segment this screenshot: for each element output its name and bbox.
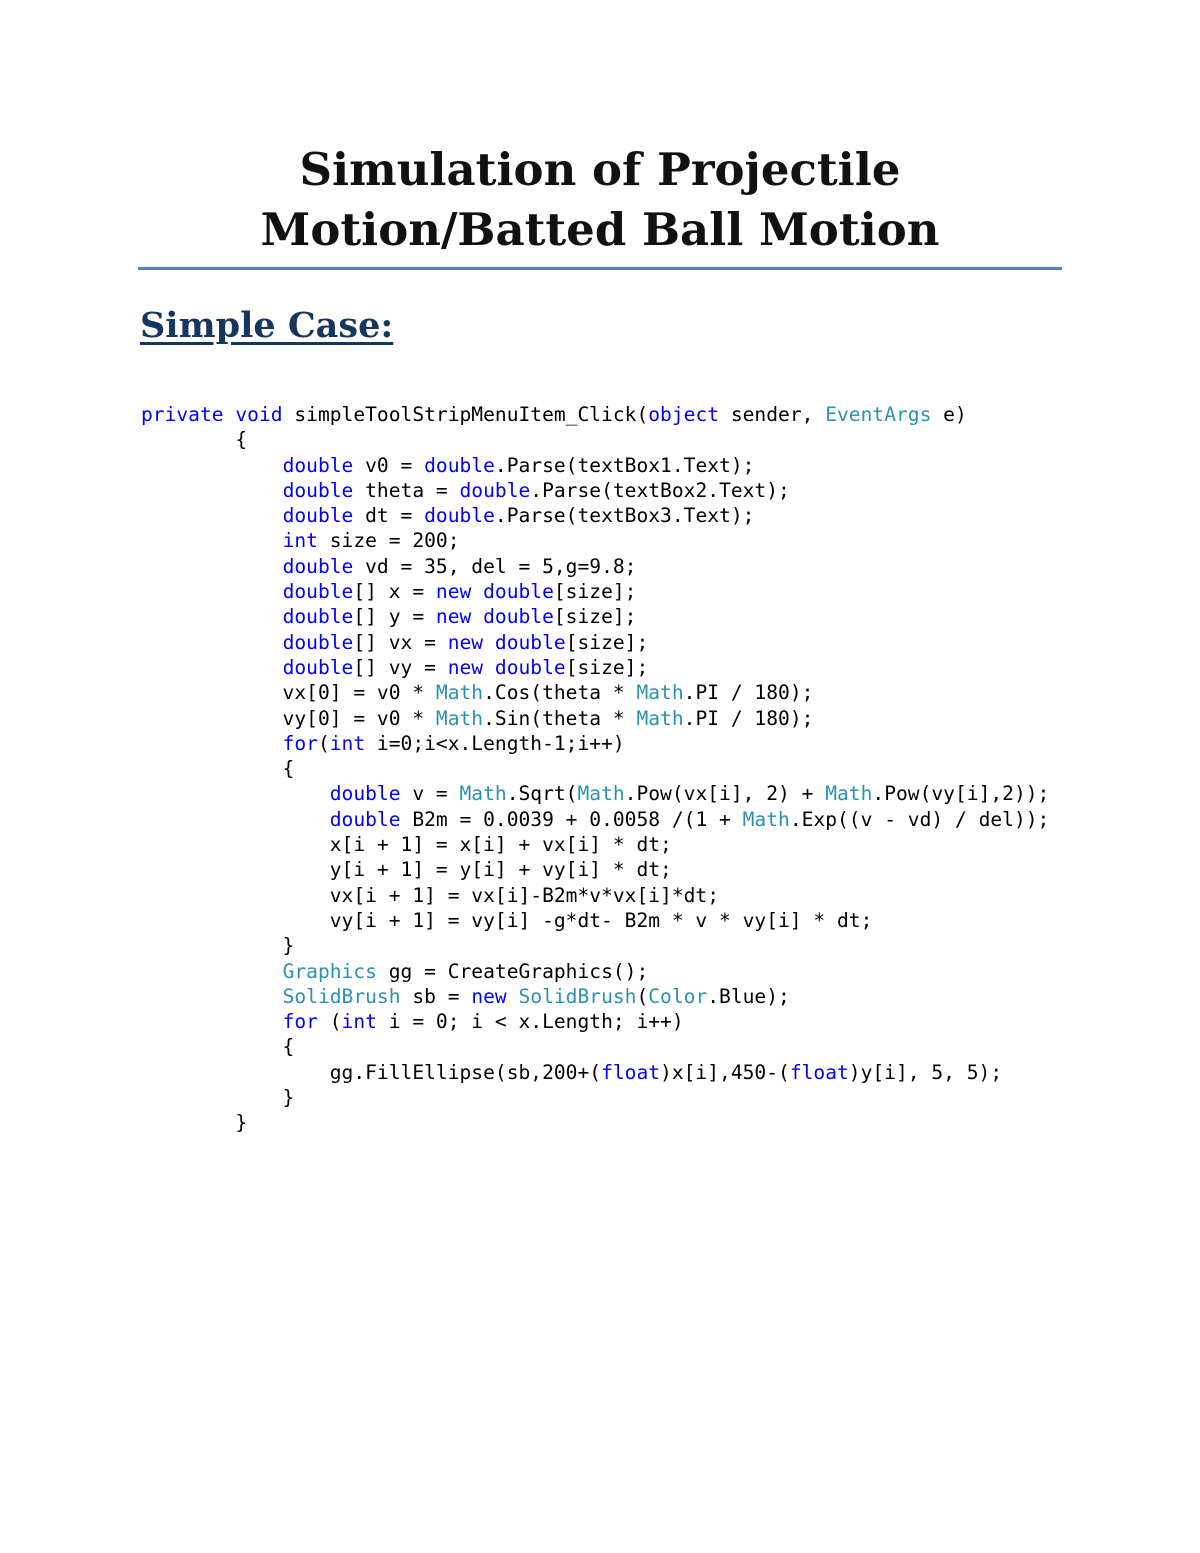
code-keyword: double — [282, 478, 354, 502]
code-line — [141, 756, 1049, 781]
code-line — [141, 453, 1049, 478]
code-text: [size]; — [565, 655, 649, 679]
code-line — [141, 604, 1049, 629]
code-text: .Parse(textBox3.Text); — [494, 504, 755, 528]
code-type: Math — [825, 782, 873, 806]
code-line — [141, 579, 1049, 604]
code-text: gg = CreateGraphics(); — [376, 959, 649, 983]
code-line — [141, 857, 1049, 882]
code-keyword: double — [494, 655, 566, 679]
code-text: vx[0] = v0 * — [141, 681, 436, 705]
code-text: { — [141, 757, 295, 781]
code-text: ( — [636, 984, 649, 1008]
code-keyword: double — [282, 580, 354, 604]
document-title-line-2: Motion/Batted Ball Motion — [260, 203, 940, 256]
code-keyword: double — [282, 504, 354, 528]
code-text: theta = — [353, 478, 460, 502]
code-text — [483, 631, 495, 654]
code-text — [141, 656, 283, 679]
code-text — [141, 782, 330, 805]
code-text: v = — [400, 782, 460, 806]
code-text: gg.FillEllipse(sb,200+( — [141, 1060, 602, 1084]
code-line — [141, 883, 1049, 908]
code-keyword: int — [329, 731, 366, 755]
code-line — [141, 807, 1049, 832]
code-text: )y[i], 5, 5); — [848, 1060, 1003, 1084]
code-line — [141, 503, 1049, 528]
code-type: EventArgs — [825, 403, 932, 426]
code-keyword: double — [282, 605, 354, 629]
code-keyword: double — [282, 453, 354, 477]
document-title — [140, 140, 1060, 260]
document-title-line-1: Simulation of Projectile — [299, 143, 901, 196]
code-text: sb = — [400, 984, 472, 1008]
code-text: )x[i],450-( — [660, 1060, 790, 1084]
code-text — [141, 479, 283, 502]
code-text: sender, — [719, 403, 826, 426]
code-line — [141, 554, 1049, 579]
code-keyword: new — [447, 630, 484, 654]
code-text: i = 0; i < x.Length; i++) — [376, 1010, 684, 1034]
code-text: .Sin(theta * — [483, 706, 637, 730]
code-text: [size]; — [553, 605, 637, 629]
code-type: SolidBrush — [518, 984, 637, 1008]
code-type: Math — [636, 706, 684, 730]
code-text: size = 200; — [317, 529, 460, 553]
code-block — [141, 402, 1049, 1136]
code-line — [141, 984, 1049, 1009]
code-text: .Parse(textBox2.Text); — [530, 478, 790, 502]
code-text: x[i + 1] = x[i] + vx[i] * dt; — [141, 833, 672, 857]
code-text: ( — [317, 731, 330, 755]
code-text: vy[0] = v0 * — [141, 706, 436, 730]
code-keyword: for — [282, 1010, 318, 1034]
code-keyword: double — [329, 782, 401, 806]
code-keyword: float — [601, 1060, 661, 1084]
code-line — [141, 1009, 1049, 1034]
code-keyword: int — [282, 529, 318, 553]
code-text: vd = 35, del = 5,g=9.8; — [353, 554, 637, 578]
code-text: [] vx = — [353, 630, 448, 654]
code-text — [141, 555, 283, 578]
code-line — [141, 427, 1049, 452]
code-text: v0 = — [353, 453, 425, 477]
code-type: Color — [648, 984, 708, 1008]
code-text — [471, 605, 483, 628]
code-type: Graphics — [282, 959, 377, 983]
code-line — [141, 731, 1049, 756]
code-text — [141, 605, 283, 628]
code-text — [141, 580, 283, 603]
code-keyword: double — [483, 605, 554, 629]
code-text — [141, 985, 283, 1008]
code-type: Math — [459, 782, 507, 806]
code-text: e) — [931, 403, 967, 426]
code-line — [141, 478, 1049, 503]
code-text — [224, 403, 236, 426]
code-text: [] y = — [353, 605, 436, 629]
code-text: .Pow(vx[i], 2) + — [624, 782, 826, 806]
code-keyword: int — [341, 1010, 377, 1034]
code-keyword: new — [471, 984, 507, 1008]
code-line — [141, 933, 1049, 958]
code-line — [141, 908, 1049, 933]
code-text: .Blue); — [707, 984, 790, 1008]
code-line — [141, 402, 1049, 427]
code-text: .Cos(theta * — [483, 681, 637, 705]
code-keyword: double — [424, 453, 495, 477]
code-line — [141, 680, 1049, 705]
code-line — [141, 1110, 1049, 1135]
code-keyword: object — [648, 403, 720, 426]
code-text — [141, 1010, 283, 1033]
code-type: Math — [577, 782, 625, 806]
code-text: .PI / 180); — [683, 706, 814, 730]
code-line — [141, 959, 1049, 984]
code-text: [size]; — [565, 630, 649, 654]
code-line — [141, 630, 1049, 655]
code-text — [141, 808, 330, 831]
code-text: [] x = — [353, 580, 436, 604]
code-text — [471, 580, 483, 603]
code-text: } — [141, 1111, 248, 1135]
code-text — [141, 960, 283, 983]
code-text: B2m = 0.0039 + 0.0058 /(1 + — [400, 807, 743, 831]
code-type: SolidBrush — [282, 984, 401, 1008]
code-line — [141, 528, 1049, 553]
code-text — [141, 631, 283, 654]
code-text — [141, 529, 283, 552]
code-keyword: for — [282, 731, 318, 755]
code-text: i=0;i<x.Length-1;i++) — [365, 731, 625, 755]
code-keyword: double — [424, 504, 495, 528]
code-text: [size]; — [553, 580, 637, 604]
code-text: .PI / 180); — [683, 681, 814, 705]
code-keyword: double — [282, 630, 354, 654]
code-line — [141, 781, 1049, 806]
code-text: .Exp((v - vd) / del)); — [789, 807, 1050, 831]
code-line — [141, 655, 1049, 680]
code-keyword: float — [789, 1060, 849, 1084]
code-keyword: double — [282, 655, 354, 679]
code-text: ( — [317, 1010, 342, 1034]
code-line — [141, 1034, 1049, 1059]
code-keyword: double — [459, 478, 531, 502]
code-type: Math — [435, 681, 484, 705]
code-keyword: new — [435, 605, 472, 629]
code-keyword: double — [329, 807, 401, 831]
code-text: simpleToolStripMenuItem_Click( — [282, 403, 649, 426]
code-text: } — [141, 1086, 295, 1110]
code-text: vx[i + 1] = vx[i]-B2m*v*vx[i]*dt; — [141, 883, 720, 907]
code-text — [141, 454, 283, 477]
code-type: Math — [742, 807, 790, 831]
code-text — [483, 656, 495, 679]
code-line — [141, 832, 1049, 857]
code-type: Math — [636, 681, 684, 705]
code-keyword: double — [494, 630, 566, 654]
code-text — [141, 732, 283, 755]
code-keyword: new — [447, 655, 484, 679]
code-text — [507, 985, 519, 1008]
code-line — [141, 1060, 1049, 1085]
code-text: { — [141, 428, 248, 452]
code-text: [] vy = — [353, 655, 448, 679]
code-keyword: double — [483, 580, 554, 604]
code-line — [141, 706, 1049, 731]
code-text: } — [141, 934, 295, 958]
code-keyword: private — [141, 403, 224, 426]
code-line — [141, 1085, 1049, 1110]
code-text: { — [141, 1035, 295, 1059]
code-text: .Sqrt( — [506, 782, 578, 806]
code-keyword: new — [435, 580, 472, 604]
code-keyword: double — [282, 554, 354, 578]
code-text: y[i + 1] = y[i] + vy[i] * dt; — [141, 858, 672, 882]
code-text — [141, 504, 283, 527]
code-keyword: void — [235, 403, 283, 426]
code-text: .Parse(textBox1.Text); — [494, 453, 755, 477]
code-type: Math — [435, 706, 484, 730]
code-text: .Pow(vy[i],2)); — [872, 782, 1050, 806]
code-text: dt = — [353, 504, 425, 528]
title-divider — [138, 267, 1062, 270]
section-heading: Simple Case: — [140, 305, 394, 346]
code-text: vy[i + 1] = vy[i] -g*dt- B2m * v * vy[i] * dt; — [141, 908, 873, 932]
